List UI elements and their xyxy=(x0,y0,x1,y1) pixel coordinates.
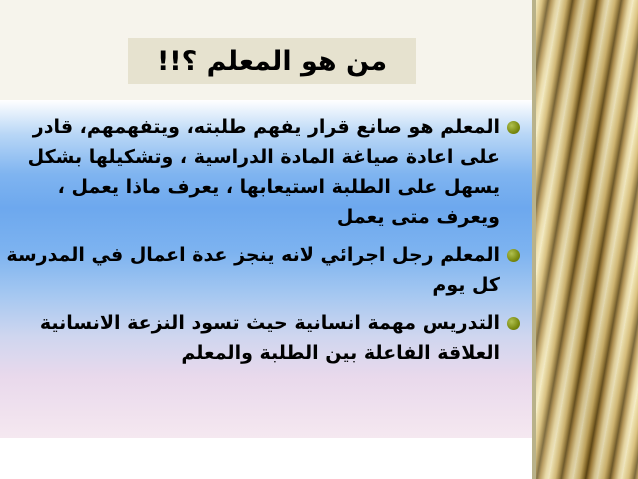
bullet-item xyxy=(6,112,520,232)
bullet-dot-icon xyxy=(507,317,520,330)
bullet-item xyxy=(6,308,520,368)
bullet-text: التدريس مهمة انسانية حيث تسود النزعة الانسانية العلاقة الفاعلة بين الطلبة والمعلم xyxy=(39,312,500,364)
bullet-list xyxy=(6,112,520,376)
slide-title: من هو المعلم ؟!! xyxy=(156,45,388,77)
bullet-item xyxy=(6,240,520,300)
bullet-text: المعلم هو صانع قرار يفهم طلبته، ويتفهمهم، قادر على اعادة صياغة المادة الدراسية ، وتشكيلها بشكل يسهل على الطلبة استيعابها ، يعرف ماذا يعمل ، ويعرف متى يعمل xyxy=(27,116,500,228)
bullet-dot-icon xyxy=(507,121,520,134)
bullet-dot-icon xyxy=(507,249,520,262)
decorative-strip-shade xyxy=(536,0,638,479)
bullet-text: المعلم رجل اجرائي لانه ينجز عدة اعمال في المدرسة كل يوم xyxy=(6,244,500,296)
